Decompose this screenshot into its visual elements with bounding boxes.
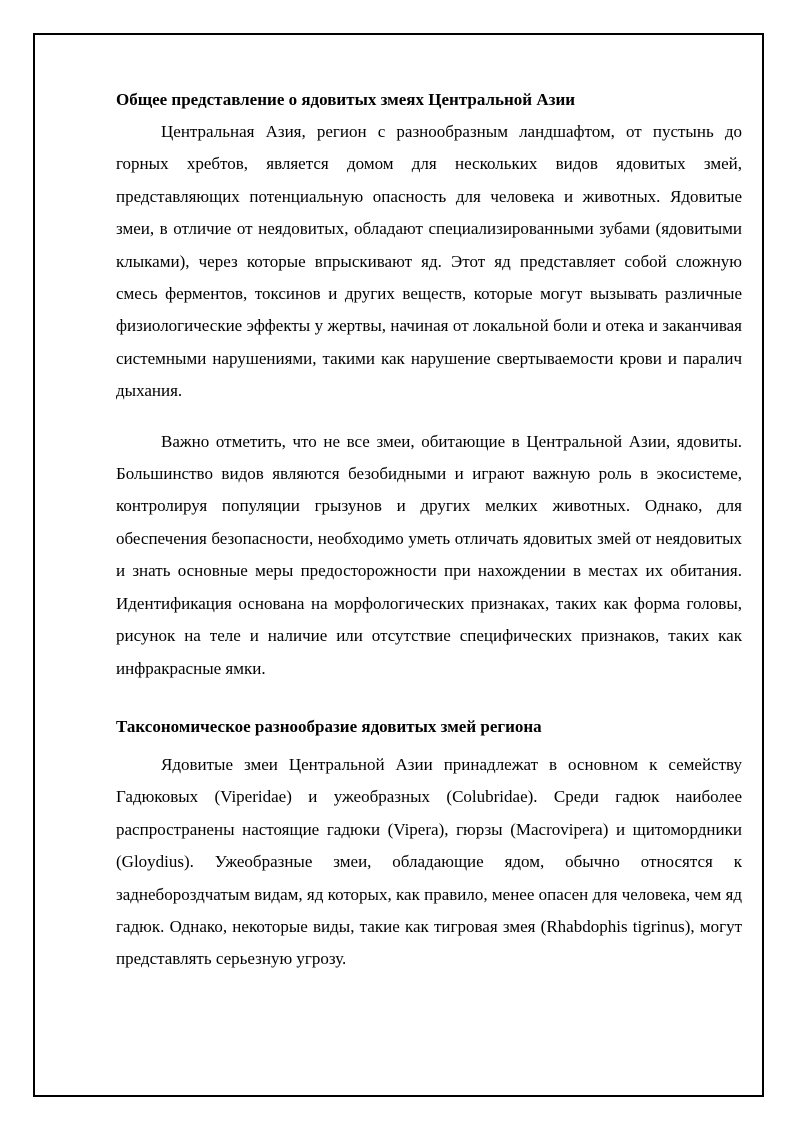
paragraph-identification: Важно отметить, что не все змеи, обитающие в Центральной Азии, ядовиты. Большинство видов являются безобидными и играют важную роль в экосистеме, контролируя популяции грызунов и других мелких животных. Однако, для обеспечения безопасности, необходимо уметь отличать ядовитых змей от неядовитых и знать основные меры предосторожности при нахождении в местах их обитания. Идентификация основана на морфологических признаках, таких как форма головы, рисунок на теле и наличие или отсутствие специфических признаков, таких как инфракрасные ямки. <box>116 431 742 678</box>
section-heading-taxonomy: Таксономическое разнообразие ядовитых змей региона <box>116 716 542 736</box>
document-body <box>116 84 742 976</box>
section-heading-overview: Общее представление о ядовитых змеях Центральной Азии <box>116 90 576 109</box>
paragraph-taxonomy: Ядовитые змеи Центральной Азии принадлежат в основном к семейству Гадюковых (Viperidae) и ужеобразных (Colubridae). Среди гадюк наиболее распространены настоящие гадюки (Vipera), гюрзы (Macrovipera) и щитомордники (Gloydius). Ужеобразные змеи, обладающие ядом, обычно относятся к заднебороздчатым видам, яд которых, как правило, менее опасен для человека, чем яд гадюк. Однако, некоторые виды, такие как тигровая змея (Rhabdophis tigrinus), могут представлять серьезную угрозу. <box>116 754 742 969</box>
paragraph-intro: Центральная Азия, регион с разнообразным ландшафтом, от пустынь до горных хребтов, является домом для нескольких видов ядовитых змей, представляющих потенциальную опасность для человека и животных. Ядовитые змеи, в отличие от неядовитых, обладают специализированными зубами (ядовитыми клыками), через которые впрыскивают яд. Этот яд представляет собой сложную смесь ферментов, токсинов и других веществ, которые могут вызывать различные физиологические эффекты у жертвы, начиная от локальной боли и отека и заканчивая системными нарушениями, такими как нарушение свертываемости крови и паралич дыхания. <box>116 122 742 401</box>
